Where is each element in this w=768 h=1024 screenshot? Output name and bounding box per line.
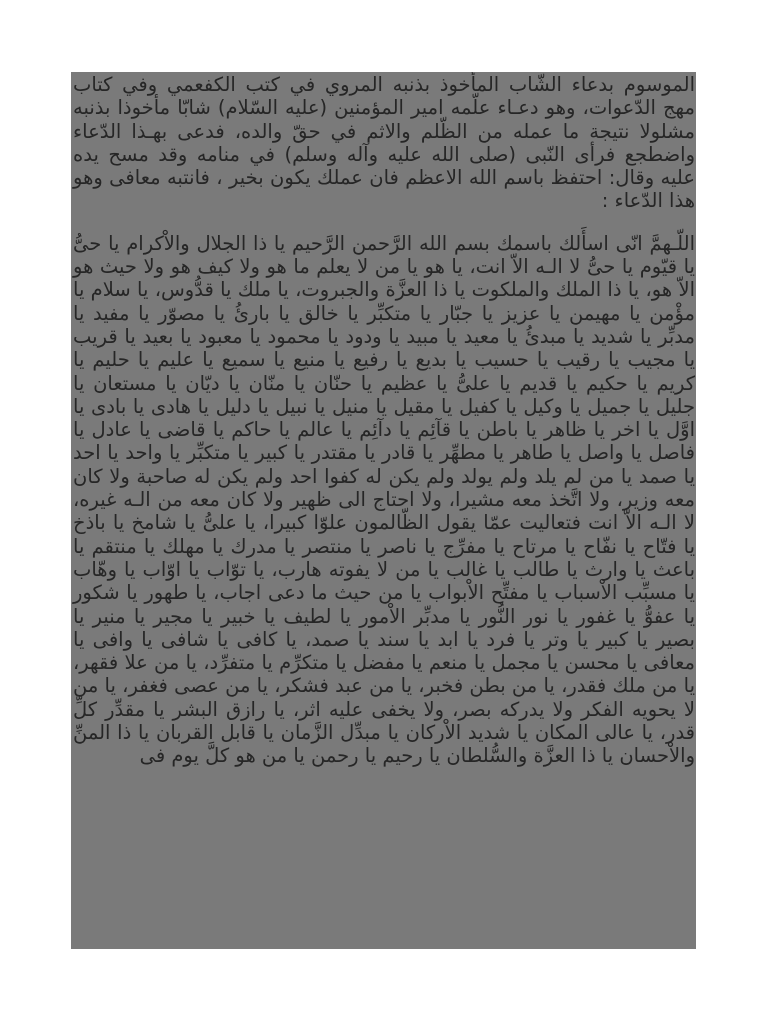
document-page <box>71 72 696 949</box>
intro-paragraph: الموسوم بدعاء الشّاب المأخوذ بذنبه المروي في كتب الكفعمي وفي كتاب مهج الدّعوات، وهو دعـاء علّمه امير المؤمنين (عليه السّلام) شابّا مأخوذا بذنبه مشلولا نتيجة ما عمله من الظّلم والاثم في حقّ والده، فدعى بهـذا الدّعاء واضطجع فرأى النّبى (صلى الله عليه وآله وسلم) في منامه وقد مسح يده عليه وقال: احتفظ باسم الله الاعظم فان عملك يكون بخير ، فانتبه معافى وهو هذا الدّعاء : <box>73 73 695 213</box>
prayer-paragraph: اللّـهمَّ انّى اسأَلك باسمك بسم الله الرَّحمن الرَّحيم يا ذا الجلال والاْكرام يا حىُّ يا قيّوم يا حىُّ لا الـه الاّ انت، يا هو يا من لا يعلم ما هو ولا كيف هو ولا حيث هو الاّ هو، يا ذا الملك والملكوت يا ذا العزَّة والجبروت، يا ملك يا قدُّوس، يا سلام يا مؤْمن يا مهيمن يا عزيز يا جبّار يا متكبِّر يا خالق يا بارئُ يا مصوّر يا مفيد يا مدبِّر يا شديد يا مبدئُ يا معيد يا مبيد يا ودود يا محمود يا معبود يا بعيد يا قريب يا مجيب يا رقيب يا حسيب يا بديع يا رفيع يا منيع يا سميع يا عليم يا حليم يا كريم يا حكيم يا قديم يا علىُّ يا عظيم يا حنّان يا منّان يا ديّان يا مستعان يا جليل يا جميل يا وكيل يا كفيل يا مقيل يا منيل يا نبيل يا دليل يا هادى يا بادى يا اوَّل يا اخر يا ظاهر يا باطن يا قآئِم يا دآئِم يا عالم يا حاكم يا قاضى يا عادل يا فاصل يا واصل يا طاهر يا مطهِّر يا قادر يا مقتدر يا كبير يا متكبِّر يا واحد يا احد يا صمد يا من لم يلد ولم يولد ولم يكن له كفوا احد ولم يكن له صاحبة ولا كان معه وزير، ولا اتَّخذ معه مشيرا، ولا احتاج الى ظهير ولا كان معه من الـه غيره، لا الـه الاّ انت فتعاليت عمّا يقول الظّالمون علوّا كبيرا، يا علىُّ يا شامخ يا باذخ يا فتّاح يا نفّاح يا مرتاح يا مفرِّج يا ناصر يا منتصر يا مدرك يا مهلك يا منتقم يا باعث يا وارث يا طالب يا غالب يا من لا يفوته هارب، يا توّاب يا اوّاب يا وهّاب يا مسبِّب الاْسباب يا مفتِّح الاْبواب يا من حيث ما دعى اجاب، يا طهور يا شكور يا عفوُّ يا غفور يا نور النُّور يا مدبِّر الاْمور يا لطيف يا خبير يا مجير يا منير يا بصير يا كبير يا وتر يا فرد يا ابد يا سند يا صمد، يا كافى يا شافى يا وافى يا معافى يا محسن يا مجمل يا منعم يا مفضل يا متكرِّم يا متفرِّد، يا من علا فقهر، يا من ملك فقدر، يا من بطن فخبر، يا من عبد فشكر، يا من عصى فغفر، يا من لا يحويه الفكر ولا يدركه بصر، ولا يخفى عليه اثر، يا رازق البشر يا مقدِّر كلِّ قدر، يا عالى المكان يا شديد الاْركان يا مبدِّل الزَّمان يا قابل القربان يا ذا المنِّ والاْحسان يا ذا العزَّة والسُّلطان يا رحيم يا رحمن يا من هو كلَّ يوم فى <box>73 231 695 768</box>
